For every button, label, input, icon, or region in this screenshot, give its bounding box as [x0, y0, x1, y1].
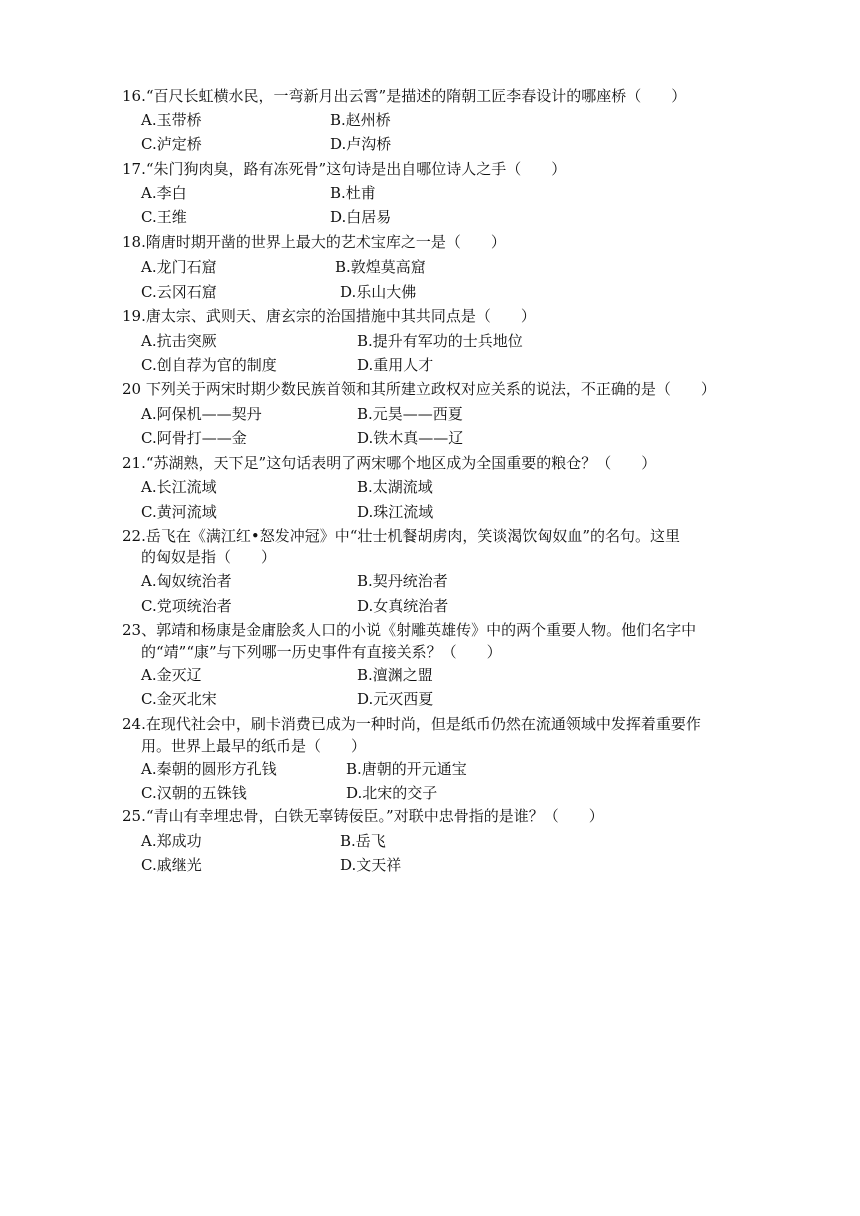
question-stem: 16.“百尺长虹横水民，一弯新月出云霄”是描述的隋朝工匠李春设计的哪座桥（ ） [122, 87, 687, 105]
question-stem: 24.在现代社会中，刷卡消费已成为一种时尚，但是纸币仍然在流通领域中发挥着重要作 [122, 715, 701, 733]
question-stem-continued: 的匈奴是指（ ） [141, 548, 277, 566]
option-c: C.党项统治者 [141, 597, 232, 615]
option-c: C.戚继光 [141, 856, 202, 874]
option-b: B.敦煌莫高窟 [335, 258, 426, 276]
option-c: C.王维 [141, 208, 187, 226]
option-b: B.岳飞 [340, 832, 386, 850]
question-stem: 22.岳飞在《满江红•怒发冲冠》中“壮士机餐胡虏肉，笑谈渴饮匈奴血”的名句。这里 [122, 527, 681, 545]
option-a: A.郑成功 [141, 832, 202, 850]
option-c: C.创自荐为官的制度 [141, 356, 277, 374]
option-d: D.乐山大佛 [340, 283, 417, 301]
option-d: D.元灭西夏 [357, 690, 434, 708]
question-stem: 20 下列关于两宋时期少数民族首领和其所建立政权对应关系的说法，不正确的是（ ） [122, 380, 716, 398]
option-a: A.金灭辽 [141, 666, 202, 684]
option-b: B.赵州桥 [330, 111, 391, 129]
option-a: A.阿保机——契丹 [141, 405, 262, 423]
option-c: C.金灭北宋 [141, 690, 217, 708]
question-stem-continued: 用。世界上最早的纸币是（ ） [141, 737, 367, 755]
option-b: B.提升有军功的士兵地位 [357, 332, 523, 350]
question-stem: 25.“青山有幸埋忠骨，白铁无辜铸佞臣。”对联中忠骨指的是谁？（ ） [122, 807, 604, 825]
option-b: B.澶渊之盟 [357, 666, 433, 684]
question-stem-continued: 的“靖”“康”与下列哪一历史事件有直接关系？（ ） [141, 643, 502, 661]
option-c: C.阿骨打——金 [141, 429, 247, 447]
option-a: A.李白 [141, 184, 187, 202]
question-stem: 18.隋唐时期开凿的世界上最大的艺术宝库之一是（ ） [122, 233, 506, 251]
option-b: B.元昊——西夏 [357, 405, 463, 423]
option-d: D.卢沟桥 [330, 135, 392, 153]
option-a: A.匈奴统治者 [141, 572, 232, 590]
option-d: D.铁木真——辽 [357, 429, 464, 447]
option-b: B.唐朝的开元通宝 [346, 760, 467, 778]
question-stem: 21.“苏湖熟，天下足”这句话表明了两宋哪个地区成为全国重要的粮仓？（ ） [122, 454, 657, 472]
option-a: A.长江流域 [141, 478, 217, 496]
option-a: A.秦朝的圆形方孔钱 [141, 760, 277, 778]
option-a: A.龙门石窟 [141, 258, 217, 276]
option-b: B.太湖流域 [357, 478, 433, 496]
option-a: A.抗击突厥 [141, 332, 217, 350]
question-stem: 23、郭靖和杨康是金庸脍炙人口的小说《射雕英雄传》中的两个重要人物。他们名字中 [122, 621, 697, 639]
option-d: D.北宋的交子 [346, 784, 438, 802]
question-stem: 17.“朱门狗肉臭，路有冻死骨”这句诗是出自哪位诗人之手（ ） [122, 160, 567, 178]
option-a: A.玉带桥 [141, 111, 202, 129]
question-stem: 19.唐太宗、武则天、唐玄宗的治国措施中其共同点是（ ） [122, 307, 536, 325]
option-d: D.珠江流域 [357, 503, 434, 521]
option-c: C.云冈石窟 [141, 283, 217, 301]
option-c: C.泸定桥 [141, 135, 202, 153]
option-d: D.白居易 [330, 208, 392, 226]
option-d: D.重用人才 [357, 356, 434, 374]
option-b: B.杜甫 [330, 184, 376, 202]
option-d: D.女真统治者 [357, 597, 449, 615]
option-c: C.汉朝的五铢钱 [141, 784, 247, 802]
option-d: D.文天祥 [340, 856, 402, 874]
option-b: B.契丹统治者 [357, 572, 448, 590]
option-c: C.黄河流域 [141, 503, 217, 521]
